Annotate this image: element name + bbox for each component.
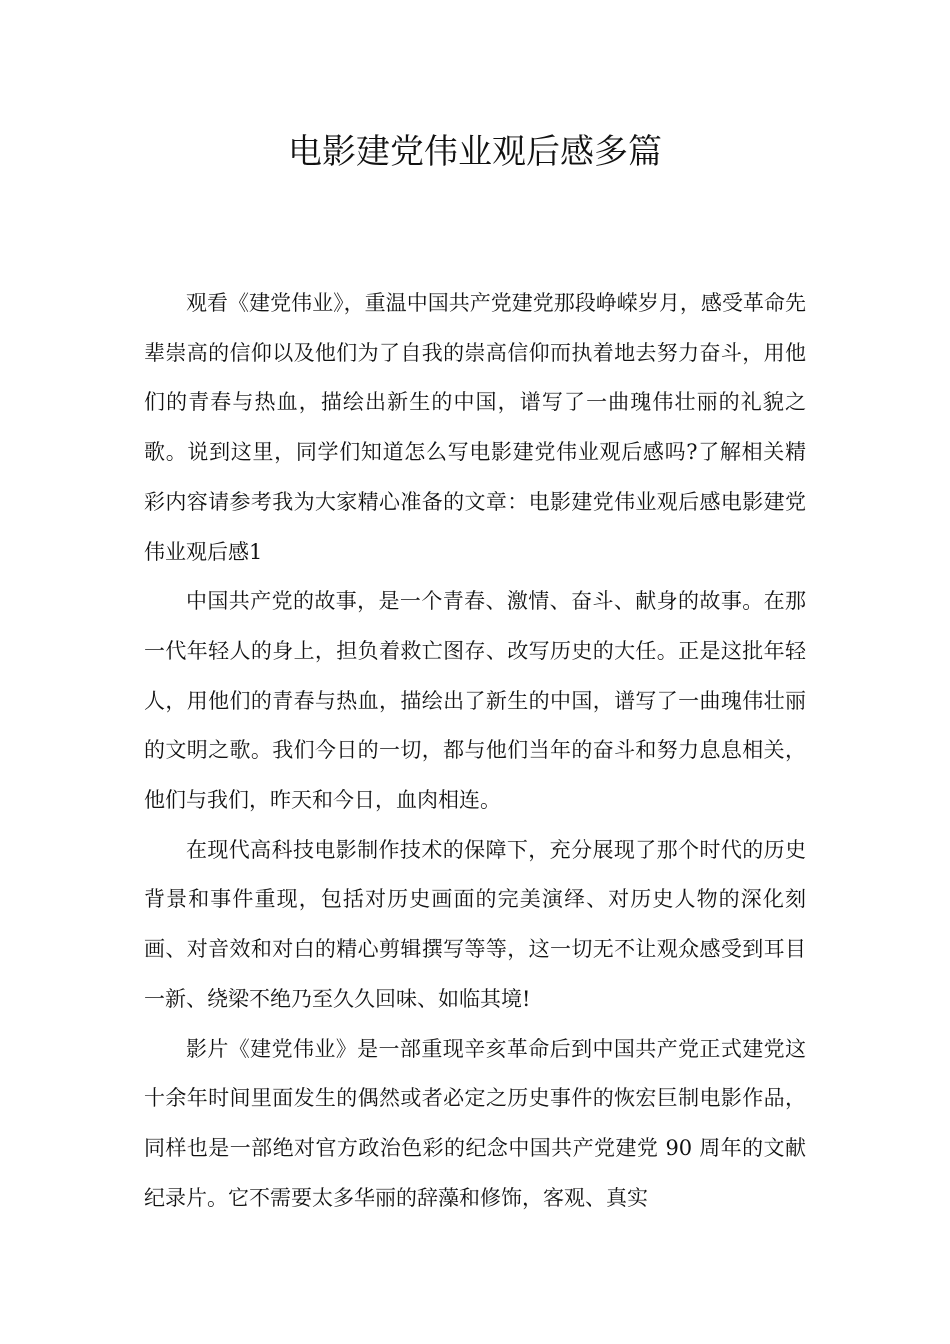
document-title: 电影建党伟业观后感多篇: [288, 132, 662, 172]
paragraph: 在现代高科技电影制作技术的保障下，充分展现了那个时代的历史背景和事件重现，包括对历史画面的完美演绎、对历史人物的深化刻画、对音效和对白的精心剪辑撰写等等，这一切无不让观众感受到耳目一新、绕梁不绝乃至久久回味、如临其境!: [144, 837, 806, 1011]
paragraph: 影片《建党伟业》是一部重现辛亥革命后到中国共产党正式建党这十余年时间里面发生的偶然或者必定之历史事件的恢宏巨制电影作品，同样也是一部绝对官方政治色彩的纪念中国共产党建党 90 周年的文献纪录片。它不需要太多华丽的辞藻和修饰，客观、真实: [144, 1036, 806, 1210]
paragraph: 观看《建党伟业》，重温中国共产党建党那段峥嵘岁月，感受革命先辈崇高的信仰以及他们为了自我的崇高信仰而执着地去努力奋斗，用他们的青春与热血，描绘出新生的中国，谱写了一曲瑰伟壮丽的礼貌之歌。说到这里，同学们知道怎么写电影建党伟业观后感吗?了解相关精彩内容请参考我为大家精心准备的文章：电影建党伟业观后感电影建党伟业观后感1: [144, 291, 806, 564]
document-body: [144, 279, 806, 1223]
paragraph: 中国共产党的故事，是一个青春、激情、奋斗、献身的故事。在那一代年轻人的身上，担负着救亡图存、改写历史的大任。正是这批年轻人，用他们的青春与热血，描绘出了新生的中国，谱写了一曲瑰伟壮丽的文明之歌。我们今日的一切，都与他们当年的奋斗和努力息息相关，他们与我们，昨天和今日，血肉相连。: [144, 589, 806, 813]
